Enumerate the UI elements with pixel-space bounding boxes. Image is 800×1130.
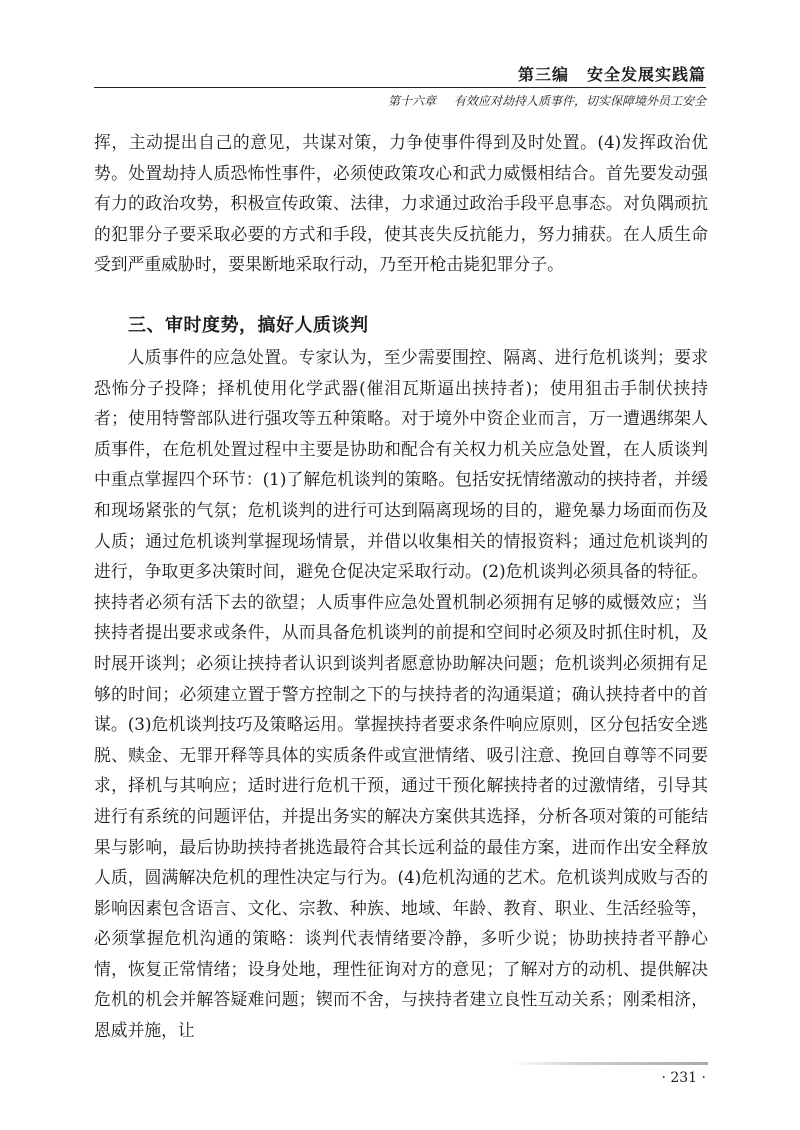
header-divider	[94, 87, 706, 88]
body-paragraph-1: 挥，主动提出自己的意见，共谋对策，力争使事件得到及时处置。(4)发挥政治优势。处置劫持人质恐怖性事件，必须使政策攻心和武力威慑相结合。首先要发动强有力的政治攻势，积极宣传政策、法律，力求通过政治手段平息事态。对负隅顽抗的犯罪分子要采取必要的方式和手段，使其丧失反抗能力，努力捕获。在人质生命受到严重威胁时，要果断地采取行动，乃至开枪击毙犯罪分子。	[94, 132, 708, 275]
chapter-title: 有效应对劫持人质事件，切实保障境外员工安全	[453, 94, 706, 108]
page-number: · 231 ·	[661, 1070, 706, 1086]
running-header-part	[518, 62, 706, 85]
running-header-chapter	[388, 92, 706, 109]
section-heading: 三、审时度势，搞好人质谈判	[128, 315, 369, 336]
chapter-number: 第十六章	[387, 94, 436, 108]
body-paragraph-2: 人质事件的应急处置。专家认为，至少需要围控、隔离、进行危机谈判；要求恐怖分子投降；择机使用化学武器(催泪瓦斯逼出挟持者)；使用狙击手制伏挟持者；使用特警部队进行强攻等五种策略。对于境外中资企业而言，万一遭遇绑架人质事件，在危机处置过程中主要是协助和配合有关权力机关应急处置，在人质谈判中重点掌握四个环节：(1)了解危机谈判的策略。包括安抚情绪激动的挟持者，并缓和现场紧张的气氛；危机谈判的进行可达到隔离现场的目的，避免暴力场面而伤及人质；通过危机谈判掌握现场情景，并借以收集相关的情报资料；通过危机谈判的进行，争取更多决策时间，避免仓促决定采取行动。(2)危机谈判必须具备的特征。挟持者必须有活下去的欲望；人质事件应急处置机制必须拥有足够的威慑效应；当挟持者提出要求或条件，从而具备危机谈判的前提和空间时必须及时抓住时机，及时展开谈判；必须让挟持者认识到谈判者愿意协助解决问题；危机谈判必须拥有足够的时间；必须建立置于警方控制之下的与挟持者的沟通渠道；确认挟持者中的首谋。(3)危机谈判技巧及策略运用。掌握挟持者要求条件响应原则，区分包括安全逃脱、赎金、无罪开释等具体的实质条件或宣泄情绪、吸引注意、挽回自尊等不同要求，择机与其响应；适时进行危机干预，通过干预化解挟持者的过激情绪，引导其进行有系统的问题评估，并提出务实的解决方案供其选择，分析各项对策的可能结果与影响，最后协助挟持者挑选最符合其长远利益的最佳方案，进而作出安全释放人质，圆满解决危机的理性决定与行为。(4)危机沟通的艺术。危机谈判成败与否的影响因素包含语言、文化、宗教、种族、地域、年龄、教育、职业、生活经验等，必须掌握危机沟通的策略：谈判代表情绪要冷静，多听少说；协助挟持者平静心情，恢复正常情绪；设身处地，理性征询对方的意见；了解对方的动机、提供解决危机的机会并解答疑难问题；锲而不舍，与挟持者建立良性互动关系；刚柔相济，恩威并施，让	[94, 347, 708, 1041]
part-number: 第三编	[517, 65, 569, 84]
footer-divider	[512, 1062, 708, 1065]
part-title: 安全发展实践篇	[586, 65, 706, 84]
